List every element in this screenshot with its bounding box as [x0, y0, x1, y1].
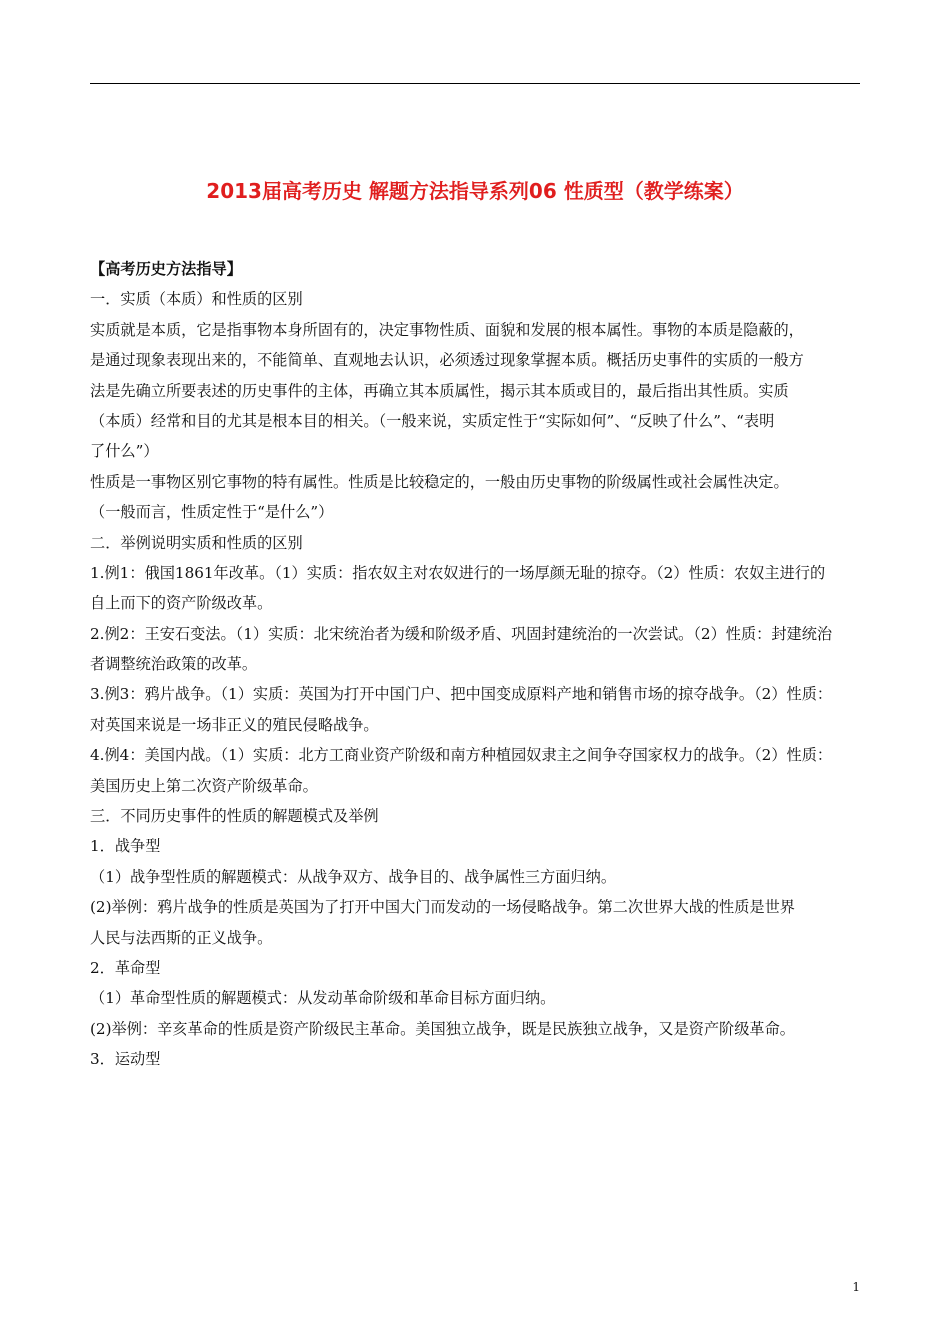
- text-line: 一．实质（本质）和性质的区别: [90, 290, 303, 309]
- text-line: （1）战争型性质的解题模式：从战争双方、战争目的、战争属性三方面归纳。: [90, 867, 617, 886]
- text-line: 对英国来说是一场非正义的殖民侵略战争。: [90, 715, 379, 734]
- text-line: 二．举例说明实质和性质的区别: [90, 533, 303, 552]
- text-line: 3．运动型: [90, 1050, 161, 1069]
- text-line: 者调整统治政策的改革。: [90, 655, 258, 674]
- text-line: （1）革命型性质的解题模式：从发动革命阶级和革命目标方面归纳。: [90, 989, 556, 1008]
- document-body: [90, 254, 860, 1075]
- text-line: 4.例4：美国内战。（1）实质：北方工商业资产阶级和南方种植园奴隶主之间争夺国家权力的战争。（2）性质：: [90, 746, 833, 765]
- text-line: （一般而言，性质定性于“是什么”）: [90, 503, 334, 522]
- text-line: 1．战争型: [90, 837, 161, 856]
- text-line: (2)举例：辛亥革命的性质是资产阶级民主革命。美国独立战争，既是民族独立战争，又是资产阶级革命。: [90, 1019, 795, 1038]
- page-number: 1: [852, 1280, 860, 1294]
- document-title: 2013届高考历史 解题方法指导系列06 性质型（教学练案）: [206, 179, 744, 203]
- text-line: 了什么”）: [90, 442, 159, 461]
- text-line: 法是先确立所要表述的历史事件的主体，再确立其本质属性，揭示其本质或目的，最后指出其性质。实质: [90, 381, 789, 400]
- text-line: 是通过现象表现出来的，不能简单、直观地去认识，必须透过现象掌握本质。概括历史事件的实质的一般方: [90, 351, 804, 370]
- text-line: (2)举例：鸦片战争的性质是英国为了打开中国大门而发动的一场侵略战争。第二次世界大战的性质是世界: [90, 898, 795, 917]
- text-line: 美国历史上第二次资产阶级革命。: [90, 776, 318, 795]
- text-line: 2．革命型: [90, 958, 161, 977]
- text-line: 性质是一事物区别它事物的特有属性。性质是比较稳定的，一般由历史事物的阶级属性或社会属性决定。: [90, 472, 789, 491]
- text-line: 自上而下的资产阶级改革。: [90, 594, 273, 613]
- text-line: 1.例1：俄国1861年改革。（1）实质：指农奴主对农奴进行的一场厚颜无耻的掠夺。（2）性质：农奴主进行的: [90, 563, 826, 582]
- text-line: 【高考历史方法指导】: [90, 260, 242, 278]
- header-rule: [90, 83, 860, 84]
- text-line: 实质就是本质，它是指事物本身所固有的，决定事物性质、面貌和发展的根本属性。事物的本质是隐蔽的，: [90, 320, 804, 339]
- text-line: 2.例2：王安石变法。（1）实质：北宋统治者为缓和阶级矛盾、巩固封建统治的一次尝试。（2）性质：封建统治: [90, 624, 833, 643]
- text-line: 三．不同历史事件的性质的解题模式及举例: [90, 807, 379, 826]
- text-line: （本质）经常和目的尤其是根本目的相关。（一般来说，实质定性于“实际如何”、“反映了什么”、“表明: [90, 411, 775, 430]
- text-line: 3.例3：鸦片战争。（1）实质：英国为打开中国门户、把中国变成原料产地和销售市场的掠夺战争。（2）性质：: [90, 685, 833, 704]
- text-line: 人民与法西斯的正义战争。: [90, 928, 273, 947]
